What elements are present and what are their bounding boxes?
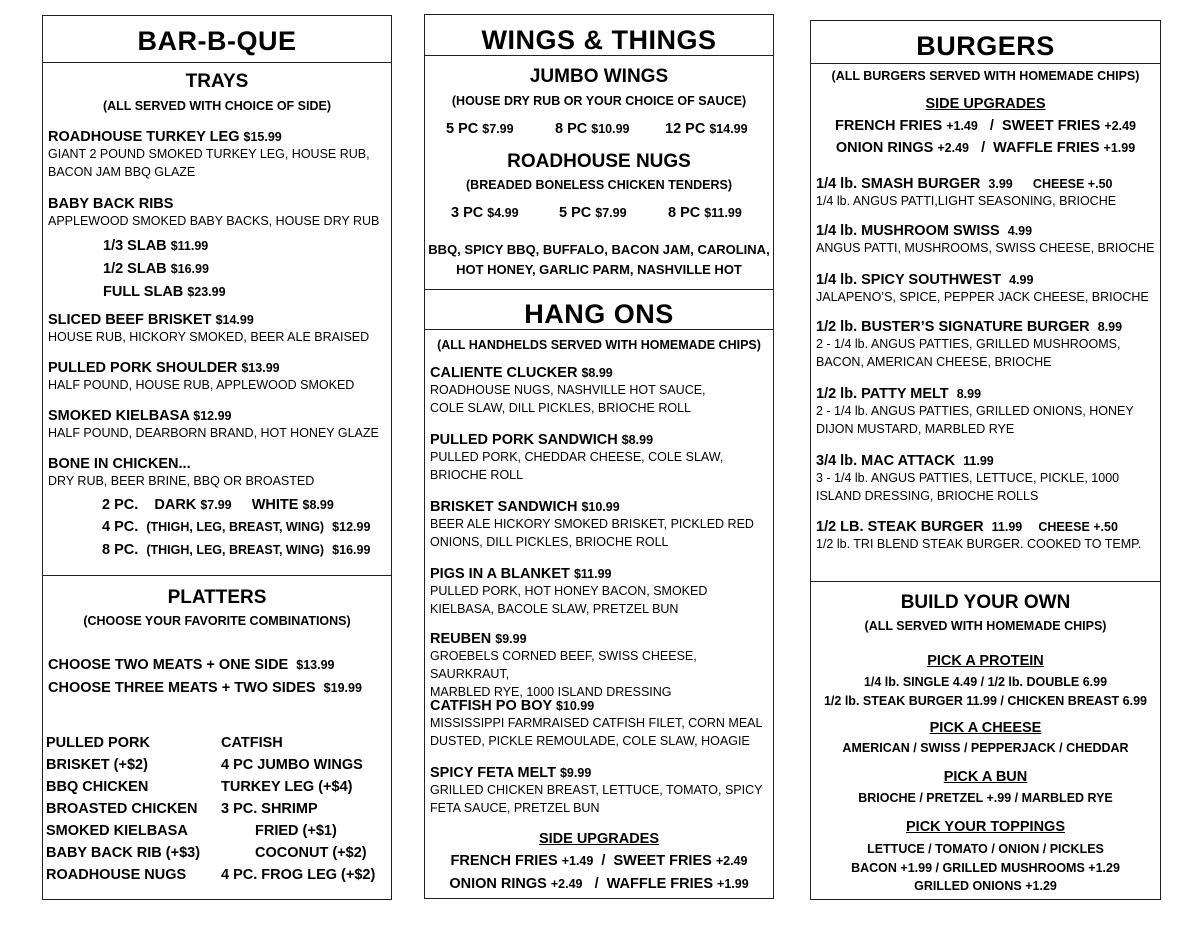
- combo-price: $19.99: [323, 681, 362, 695]
- upgrade-name: WAFFLE FRIES: [993, 140, 1100, 156]
- upgrade-price: +1.99: [1103, 141, 1136, 155]
- menu-item: [816, 519, 1141, 553]
- item-name: REUBEN: [430, 631, 492, 647]
- chicken-parts: (THIGH, LEG, BREAST, WING): [146, 543, 325, 557]
- item-name: CATFISH PO BOY: [430, 698, 552, 714]
- trays-title: TRAYS: [185, 71, 249, 92]
- platters-note: (CHOOSE YOUR FAVORITE COMBINATIONS): [83, 614, 351, 628]
- rib-option: [103, 261, 209, 277]
- divider: [425, 55, 773, 56]
- item-desc: MARBLED RYE, 1000 ISLAND DRESSING: [430, 685, 672, 699]
- item-price: 11.99: [991, 520, 1023, 534]
- barbque-panel: [42, 15, 392, 900]
- item-name: 1/2 LB. STEAK BURGER: [816, 519, 984, 535]
- side-upgrade-line: ONION RINGS +2.49 / WAFFLE FRIES +1.99: [449, 876, 749, 892]
- pick-protein-title: PICK A PROTEIN: [927, 653, 1044, 669]
- pick-toppings-title: PICK YOUR TOPPINGS: [906, 819, 1065, 835]
- size-label: 5 PC: [559, 205, 592, 221]
- menu-item: [48, 408, 379, 442]
- menu-item: [48, 129, 370, 181]
- size-label: 12 PC: [665, 121, 706, 137]
- hangons-note: (ALL HANDHELDS SERVED WITH HOMEMADE CHIPS): [437, 338, 761, 352]
- item-price: $9.99: [495, 632, 527, 646]
- item-desc: FETA SAUCE, PRETZEL BUN: [430, 801, 600, 815]
- item-name: PULLED PORK SHOULDER: [48, 360, 238, 376]
- item-desc: APPLEWOOD SMOKED BABY BACKS, HOUSE DRY RUB: [48, 214, 380, 228]
- menu-item: [816, 176, 1116, 210]
- option-line: BRIOCHE / PRETZEL +.99 / MARBLED RYE: [858, 791, 1113, 805]
- chicken-dark: DARK: [154, 497, 197, 513]
- item-desc: 3 - 1/4 lb. ANGUS PATTIES, LETTUCE, PICKLE, 1000: [816, 471, 1120, 485]
- upgrade-price: +1.49: [946, 119, 978, 133]
- item-name: ROADHOUSE TURKEY LEG: [48, 129, 240, 145]
- jumbo-size: [446, 121, 514, 137]
- list-item: BRISKET (+$2): [46, 757, 148, 773]
- item-price: 8.99: [1097, 320, 1123, 334]
- item-desc: HALF POUND, HOUSE RUB, APPLEWOOD SMOKED: [48, 378, 355, 392]
- menu-item: [430, 631, 773, 701]
- option-line: BACON +1.99 / GRILLED MUSHROOMS +1.29: [851, 860, 1120, 875]
- menu-item: [48, 196, 379, 230]
- list-item: BROASTED CHICKEN: [46, 801, 198, 817]
- size-price: $4.99: [487, 206, 519, 220]
- menu-item: [430, 432, 723, 484]
- side-upgrade-line: FRENCH FRIES +1.49 / SWEET FRIES +2.49: [835, 118, 1136, 134]
- combo-label: CHOOSE THREE MEATS + TWO SIDES: [48, 680, 316, 696]
- divider: [43, 575, 391, 576]
- list-item: BBQ CHICKEN: [46, 779, 149, 795]
- size-price: $14.99: [709, 122, 748, 136]
- rib-option: [103, 238, 208, 254]
- chicken-label: 4 PC.: [102, 519, 139, 535]
- item-desc: PULLED PORK, HOT HONEY BACON, SMOKED: [430, 584, 708, 598]
- list-item: PULLED PORK: [46, 735, 150, 751]
- sauce-list: [425, 240, 773, 280]
- chicken-option: [102, 542, 370, 558]
- menu-item: [48, 456, 314, 490]
- divider: [425, 289, 773, 290]
- item-price: $9.99: [559, 766, 592, 780]
- item-price: $15.99: [243, 130, 282, 144]
- upgrade-price: +2.49: [1104, 119, 1136, 133]
- item-desc: ISLAND DRESSING, BRIOCHE ROLLS: [816, 489, 1039, 503]
- item-desc: DRY RUB, BEER BRINE, BBQ OR BROASTED: [48, 474, 315, 488]
- rib-label: 1/3 SLAB: [103, 238, 167, 254]
- menu-item: [430, 765, 762, 817]
- item-desc: GIANT 2 POUND SMOKED TURKEY LEG, HOUSE RUB,: [48, 147, 370, 161]
- byo-note: (ALL SERVED WITH HOMEMADE CHIPS): [864, 619, 1107, 633]
- item-extra: CHEESE +.50: [1032, 177, 1113, 191]
- upgrade-name: ONION RINGS: [449, 876, 547, 892]
- item-price: $10.99: [555, 699, 595, 713]
- menu-item: [430, 499, 754, 551]
- item-desc: ANGUS PATTI, MUSHROOMS, SWISS CHEESE, BRIOCHE: [816, 241, 1155, 255]
- item-price: $14.99: [215, 313, 254, 327]
- item-name: BONE IN CHICKEN...: [48, 456, 191, 472]
- list-item: BABY BACK RIB (+$3): [46, 845, 201, 861]
- chicken-parts: (THIGH, LEG, BREAST, WING): [146, 520, 325, 534]
- item-price: 3.99: [988, 177, 1013, 191]
- rib-option: [103, 284, 226, 300]
- burgers-panel: [810, 20, 1161, 900]
- size-label: 3 PC: [451, 205, 484, 221]
- size-price: $11.99: [704, 206, 742, 220]
- hangons-title: HANG ONS: [524, 299, 674, 329]
- upgrade-name: FRENCH FRIES: [835, 118, 943, 134]
- item-name: SPICY FETA MELT: [430, 765, 556, 781]
- sauce-line: BBQ, SPICY BBQ, BUFFALO, BACON JAM, CAROLINA,: [428, 242, 770, 257]
- pick-cheese-title: PICK A CHEESE: [929, 720, 1042, 736]
- side-upgrade-line: FRENCH FRIES +1.49 / SWEET FRIES +2.49: [450, 853, 748, 869]
- chicken-option: [102, 497, 334, 513]
- item-price: 4.99: [1009, 273, 1034, 287]
- item-name: CALIENTE CLUCKER: [430, 365, 578, 381]
- item-name: SMOKED KIELBASA: [48, 408, 190, 424]
- nugs-note: (BREADED BONELESS CHICKEN TENDERS): [466, 178, 732, 192]
- nugs-title: ROADHOUSE NUGS: [507, 151, 691, 172]
- item-name: PIGS IN A BLANKET: [430, 566, 570, 582]
- side-upgrade-line: ONION RINGS +2.49 / WAFFLE FRIES +1.99: [835, 140, 1136, 156]
- item-desc: 2 - 1/4 lb. ANGUS PATTIES, GRILLED ONIONS, HONEY: [816, 404, 1134, 418]
- item-price: $12.99: [193, 409, 232, 423]
- upgrade-name: FRENCH FRIES: [450, 853, 558, 869]
- combo-label: CHOOSE TWO MEATS + ONE SIDE: [48, 657, 289, 673]
- item-desc: 2 - 1/4 lb. ANGUS PATTIES, GRILLED MUSHROOMS,: [816, 337, 1121, 351]
- upgrade-price: +1.99: [717, 877, 749, 891]
- chicken-price: $12.99: [332, 520, 371, 534]
- platter-meats-left: [46, 732, 200, 886]
- platter-meats-right: [221, 732, 375, 886]
- toppings-options: [811, 840, 1160, 896]
- item-desc: GROEBELS CORNED BEEF, SWISS CHEESE, SAURKRAUT,: [430, 649, 697, 681]
- menu-item: [816, 319, 1122, 371]
- list-item: SMOKED KIELBASA: [46, 823, 188, 839]
- option-line: LETTUCE / TOMATO / ONION / PICKLES: [867, 842, 1104, 856]
- protein-options: [811, 673, 1160, 711]
- pick-bun-title: PICK A BUN: [943, 769, 1028, 785]
- burgers-title: BURGERS: [916, 31, 1055, 61]
- item-name: BRISKET SANDWICH: [430, 499, 578, 515]
- item-desc: DUSTED, PICKLE REMOULADE, COLE SLAW, HOAGIE: [430, 734, 750, 748]
- byo-title: BUILD YOUR OWN: [900, 592, 1071, 613]
- item-name: PULLED PORK SANDWICH: [430, 432, 618, 448]
- upgrade-name: ONION RINGS: [835, 140, 934, 156]
- wings-panel: [424, 14, 774, 899]
- upgrade-price: +2.49: [550, 877, 583, 891]
- item-desc: ROADHOUSE NUGS, NASHVILLE HOT SAUCE,: [430, 383, 706, 397]
- sauce-line: HOT HONEY, GARLIC PARM, NASHVILLE HOT: [456, 262, 742, 277]
- list-item: 4 PC JUMBO WINGS: [221, 757, 363, 773]
- item-name: BABY BACK RIBS: [48, 196, 174, 212]
- item-desc: 1/2 lb. TRI BLEND STEAK BURGER. COOKED TO TEMP.: [816, 537, 1142, 551]
- list-item: 4 PC. FROG LEG (+$2): [221, 867, 376, 883]
- side-upgrades-title: SIDE UPGRADES: [538, 831, 660, 847]
- platters-title: PLATTERS: [167, 587, 267, 608]
- item-desc: BACON, AMERICAN CHEESE, BRIOCHE: [816, 355, 1052, 369]
- divider: [43, 62, 391, 63]
- rib-label: FULL SLAB: [103, 284, 184, 300]
- upgrade-name: SWEET FRIES: [1002, 118, 1101, 134]
- jumbo-size: [555, 121, 630, 137]
- size-label: 8 PC: [555, 121, 588, 137]
- menu-item: [430, 365, 706, 417]
- trays-note: (ALL SERVED WITH CHOICE OF SIDE): [102, 99, 332, 113]
- item-price: $8.99: [581, 366, 613, 380]
- item-price: $8.99: [621, 433, 654, 447]
- item-desc: MISSISSIPPI FARMRAISED CATFISH FILET, CORN MEAL: [430, 716, 763, 730]
- rib-label: 1/2 SLAB: [103, 261, 167, 277]
- option-line: 1/4 lb. SINGLE 4.49 / 1/2 lb. DOUBLE 6.99: [863, 675, 1108, 689]
- size-price: $7.99: [595, 206, 627, 220]
- menu-item: [816, 223, 1154, 257]
- side-upgrades-title: SIDE UPGRADES: [925, 96, 1046, 112]
- menu-item: [48, 360, 354, 394]
- nugs-size: [559, 205, 627, 221]
- item-price: $11.99: [573, 567, 612, 581]
- item-price: 8.99: [956, 387, 982, 401]
- item-desc: BEER ALE HICKORY SMOKED BRISKET, PICKLED RED: [430, 517, 754, 531]
- item-name: 1/4 lb. SPICY SOUTHWEST: [816, 272, 1002, 288]
- item-desc: 1/4 lb. ANGUS PATTI,LIGHT SEASONING, BRIOCHE: [816, 194, 1117, 208]
- menu-item: [48, 312, 369, 346]
- item-price: 11.99: [963, 454, 994, 468]
- cheese-options: [811, 741, 1160, 755]
- size-label: 8 PC: [668, 205, 701, 221]
- list-item: 3 PC. SHRIMP: [221, 801, 318, 817]
- upgrade-name: SWEET FRIES: [613, 853, 712, 869]
- chicken-option: [102, 519, 370, 535]
- bun-options: [811, 791, 1160, 805]
- upgrade-name: WAFFLE FRIES: [606, 876, 713, 892]
- combo-price: $13.99: [296, 658, 335, 672]
- item-name: 1/2 lb. PATTY MELT: [816, 386, 949, 402]
- item-desc: JALAPENO’S, SPICE, PEPPER JACK CHEESE, BRIOCHE: [816, 290, 1149, 304]
- nugs-size: [451, 205, 519, 221]
- chicken-white-price: $8.99: [302, 498, 334, 512]
- list-item: ROADHOUSE NUGS: [46, 867, 187, 883]
- list-item: CATFISH: [221, 735, 283, 751]
- item-extra: CHEESE +.50: [1038, 520, 1118, 534]
- item-price: $13.99: [241, 361, 280, 375]
- menu-item: [430, 566, 707, 618]
- menu-item: [816, 272, 1149, 306]
- burgers-note: (ALL BURGERS SERVED WITH HOMEMADE CHIPS): [831, 69, 1140, 83]
- divider: [425, 329, 773, 330]
- jumbo-note: (HOUSE DRY RUB OR YOUR CHOICE OF SAUCE): [451, 94, 747, 108]
- item-desc: GRILLED CHICKEN BREAST, LETTUCE, TOMATO, SPICY: [430, 783, 763, 797]
- jumbo-size: [665, 121, 748, 137]
- nugs-size: [668, 205, 742, 221]
- rib-price: $11.99: [170, 239, 209, 253]
- rib-price: $23.99: [187, 285, 226, 299]
- rib-price: $16.99: [170, 262, 209, 276]
- item-price: $10.99: [581, 500, 620, 514]
- list-item: TURKEY LEG (+$4): [221, 779, 353, 795]
- barbque-title: BAR-B-QUE: [137, 26, 297, 56]
- item-desc: COLE SLAW, DILL PICKLES, BRIOCHE ROLL: [430, 401, 691, 415]
- size-price: $7.99: [482, 122, 514, 136]
- item-desc: BRIOCHE ROLL: [430, 468, 524, 482]
- list-item: COCONUT (+$2): [255, 845, 367, 861]
- item-name: 1/2 lb. BUSTER’S SIGNATURE BURGER: [816, 319, 1090, 335]
- item-desc: ONIONS, DILL PICKLES, BRIOCHE ROLL: [430, 535, 669, 549]
- option-line: 1/2 lb. STEAK BURGER 11.99 / CHICKEN BREAST 6.99: [823, 694, 1147, 708]
- chicken-price: $16.99: [332, 543, 371, 557]
- item-name: 3/4 lb. MAC ATTACK: [816, 453, 956, 469]
- item-desc: BACON JAM BBQ GLAZE: [48, 165, 196, 179]
- size-price: $10.99: [591, 122, 630, 136]
- item-desc: PULLED PORK, CHEDDAR CHEESE, COLE SLAW,: [430, 450, 724, 464]
- divider: [811, 581, 1160, 582]
- option-line: AMERICAN / SWISS / PEPPERJACK / CHEDDAR: [842, 741, 1129, 755]
- chicken-label: 8 PC.: [102, 542, 139, 558]
- item-name: SLICED BEEF BRISKET: [48, 312, 212, 328]
- jumbo-title: JUMBO WINGS: [529, 66, 669, 87]
- item-price: 4.99: [1007, 224, 1033, 238]
- combo-line: [48, 657, 335, 673]
- option-line: GRILLED ONIONS +1.29: [914, 879, 1057, 893]
- upgrade-price: +1.49: [561, 854, 594, 868]
- item-name: 1/4 lb. MUSHROOM SWISS: [816, 223, 1000, 239]
- chicken-dark-price: $7.99: [200, 498, 232, 512]
- divider: [811, 63, 1160, 64]
- menu-item: [816, 453, 1119, 505]
- menu-item: [816, 386, 1134, 438]
- upgrade-price: +2.49: [715, 854, 748, 868]
- chicken-white: WHITE: [251, 497, 299, 513]
- chicken-label: 2 PC.: [102, 497, 139, 513]
- combo-line: [48, 680, 362, 696]
- upgrade-price: +2.49: [937, 141, 969, 155]
- item-desc: HALF POUND, DEARBORN BRAND, HOT HONEY GLAZE: [48, 426, 379, 440]
- item-name: 1/4 lb. SMASH BURGER: [816, 176, 981, 192]
- item-desc: DIJON MUSTARD, MARBLED RYE: [816, 422, 1015, 436]
- menu-item: [430, 698, 762, 750]
- item-desc: HOUSE RUB, HICKORY SMOKED, BEER ALE BRAISED: [48, 330, 370, 344]
- item-desc: KIELBASA, BACOLE SLAW, PRETZEL BUN: [430, 602, 679, 616]
- wings-title: WINGS & THINGS: [481, 25, 717, 55]
- list-item: FRIED (+$1): [255, 823, 337, 839]
- size-label: 5 PC: [446, 121, 479, 137]
